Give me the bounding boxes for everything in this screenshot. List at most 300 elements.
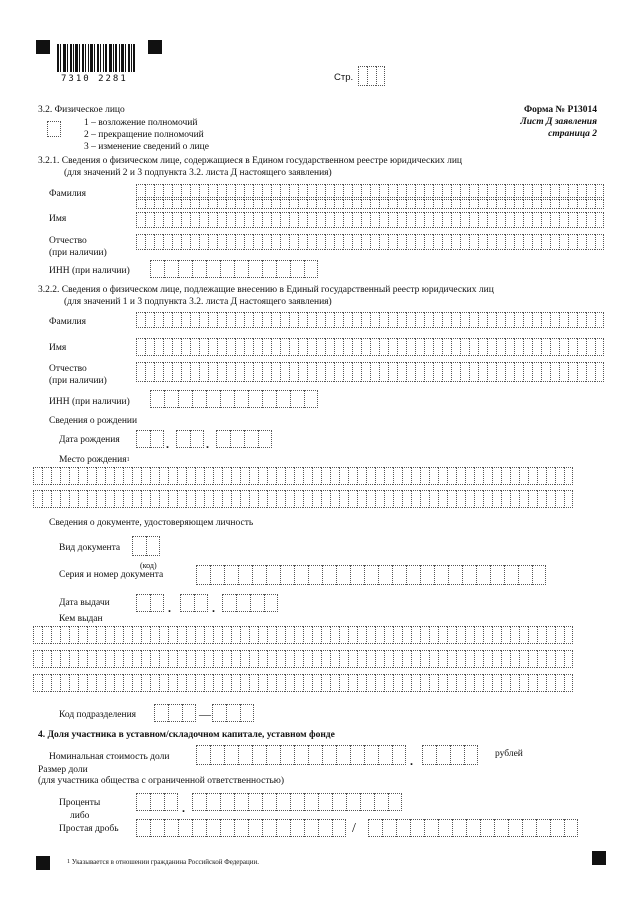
input-cell[interactable] [330,490,339,508]
input-cell[interactable] [460,362,469,382]
input-cell[interactable] [460,234,469,250]
input-cell[interactable] [60,467,69,485]
input-cell[interactable] [433,338,442,356]
input-cell[interactable] [78,467,87,485]
input-cell[interactable] [442,199,451,209]
input-cell[interactable] [190,234,199,250]
input-cell[interactable] [87,650,96,668]
input-cell[interactable] [244,234,253,250]
input-cell[interactable] [447,674,456,692]
input-cell[interactable] [514,312,523,328]
input-cell[interactable] [429,674,438,692]
input-cell[interactable] [163,212,172,228]
input-cell[interactable] [312,490,321,508]
input-cell[interactable] [429,650,438,668]
input-cell[interactable] [244,212,253,228]
input-cell[interactable] [204,650,213,668]
input-cell[interactable] [303,467,312,485]
input-cell[interactable] [358,66,367,86]
input-cell[interactable] [469,338,478,356]
input-cell[interactable] [375,674,384,692]
input-cell[interactable] [154,199,163,209]
input-cell[interactable] [177,490,186,508]
input-cell[interactable] [550,362,559,382]
input-cell[interactable] [168,490,177,508]
patronymic-field-1[interactable] [136,234,604,250]
input-cell[interactable] [550,312,559,328]
input-cell[interactable] [505,184,514,198]
input-cell[interactable] [508,819,522,837]
input-cell[interactable] [280,234,289,250]
input-cell[interactable] [226,362,235,382]
input-cell[interactable] [96,626,105,644]
input-cell[interactable] [249,490,258,508]
input-cell[interactable] [483,674,492,692]
input-cell[interactable] [366,467,375,485]
input-cell[interactable] [415,338,424,356]
birth-month-field[interactable] [176,430,204,448]
input-cell[interactable] [392,565,406,585]
input-cell[interactable] [397,184,406,198]
input-cell[interactable] [402,467,411,485]
input-cell[interactable] [208,312,217,328]
input-cell[interactable] [123,650,132,668]
input-cell[interactable] [244,338,253,356]
input-cell[interactable] [375,650,384,668]
surname-field-1[interactable] [136,184,604,198]
input-cell[interactable] [222,650,231,668]
input-cell[interactable] [276,490,285,508]
input-cell[interactable] [294,650,303,668]
input-cell[interactable] [141,626,150,644]
input-cell[interactable] [285,490,294,508]
input-cell[interactable] [546,467,555,485]
input-cell[interactable] [406,362,415,382]
input-cell[interactable] [163,312,172,328]
input-cell[interactable] [348,490,357,508]
input-cell[interactable] [235,212,244,228]
division-code-field-1[interactable] [154,704,196,722]
input-cell[interactable] [456,490,465,508]
input-cell[interactable] [78,626,87,644]
input-cell[interactable] [595,212,604,228]
input-cell[interactable] [406,312,415,328]
input-cell[interactable] [519,674,528,692]
input-cell[interactable] [289,312,298,328]
input-cell[interactable] [132,536,146,556]
input-cell[interactable] [181,199,190,209]
input-cell[interactable] [537,626,546,644]
input-cell[interactable] [469,212,478,228]
input-cell[interactable] [235,312,244,328]
input-cell[interactable] [294,745,308,765]
input-cell[interactable] [555,626,564,644]
input-cell[interactable] [456,674,465,692]
input-cell[interactable] [105,650,114,668]
input-cell[interactable] [424,338,433,356]
input-cell[interactable] [483,490,492,508]
input-cell[interactable] [69,490,78,508]
input-cell[interactable] [150,650,159,668]
input-cell[interactable] [476,565,490,585]
input-cell[interactable] [450,745,464,765]
input-cell[interactable] [96,650,105,668]
input-cell[interactable] [360,793,374,811]
input-cell[interactable] [196,565,210,585]
input-cell[interactable] [370,212,379,228]
input-cell[interactable] [447,626,456,644]
input-cell[interactable] [192,260,206,278]
input-cell[interactable] [258,674,267,692]
input-cell[interactable] [145,234,154,250]
input-cell[interactable] [195,650,204,668]
input-cell[interactable] [258,430,272,448]
input-cell[interactable] [150,390,164,408]
input-cell[interactable] [181,312,190,328]
input-cell[interactable] [510,626,519,644]
input-cell[interactable] [424,362,433,382]
input-cell[interactable] [105,467,114,485]
input-cell[interactable] [388,312,397,328]
input-cell[interactable] [132,674,141,692]
input-cell[interactable] [262,390,276,408]
input-cell[interactable] [224,565,238,585]
input-cell[interactable] [217,212,226,228]
input-cell[interactable] [163,338,172,356]
input-cell[interactable] [244,430,258,448]
input-cell[interactable] [577,234,586,250]
input-cell[interactable] [523,312,532,328]
input-cell[interactable] [220,819,234,837]
input-cell[interactable] [235,199,244,209]
input-cell[interactable] [216,430,230,448]
input-cell[interactable] [234,390,248,408]
input-cell[interactable] [361,338,370,356]
input-cell[interactable] [145,212,154,228]
input-cell[interactable] [415,212,424,228]
input-cell[interactable] [42,650,51,668]
input-cell[interactable] [235,338,244,356]
input-cell[interactable] [154,704,168,722]
input-cell[interactable] [298,234,307,250]
input-cell[interactable] [376,66,385,86]
input-cell[interactable] [163,234,172,250]
input-cell[interactable] [532,362,541,382]
input-cell[interactable] [262,819,276,837]
input-cell[interactable] [267,626,276,644]
input-cell[interactable] [504,565,518,585]
input-cell[interactable] [577,338,586,356]
input-cell[interactable] [195,467,204,485]
input-cell[interactable] [478,184,487,198]
input-cell[interactable] [568,234,577,250]
input-cell[interactable] [220,390,234,408]
input-cell[interactable] [559,362,568,382]
input-cell[interactable] [132,650,141,668]
input-cell[interactable] [384,490,393,508]
input-cell[interactable] [397,212,406,228]
input-cell[interactable] [442,234,451,250]
birth-place-field-2[interactable] [33,490,573,508]
input-cell[interactable] [226,234,235,250]
input-cell[interactable] [164,260,178,278]
input-cell[interactable] [249,626,258,644]
input-cell[interactable] [460,184,469,198]
input-cell[interactable] [308,565,322,585]
input-cell[interactable] [346,793,360,811]
input-cell[interactable] [492,467,501,485]
input-cell[interactable] [290,390,304,408]
input-cell[interactable] [586,212,595,228]
input-cell[interactable] [339,674,348,692]
input-cell[interactable] [190,430,204,448]
input-cell[interactable] [361,362,370,382]
input-cell[interactable] [78,650,87,668]
input-cell[interactable] [550,338,559,356]
input-cell[interactable] [87,490,96,508]
input-cell[interactable] [402,626,411,644]
input-cell[interactable] [411,467,420,485]
input-cell[interactable] [366,626,375,644]
input-cell[interactable] [564,490,573,508]
input-cell[interactable] [510,467,519,485]
input-cell[interactable] [298,312,307,328]
input-cell[interactable] [192,390,206,408]
input-cell[interactable] [230,430,244,448]
input-cell[interactable] [33,650,42,668]
input-cell[interactable] [290,819,304,837]
input-cell[interactable] [370,362,379,382]
input-cell[interactable] [105,674,114,692]
input-cell[interactable] [289,212,298,228]
input-cell[interactable] [226,199,235,209]
input-cell[interactable] [424,184,433,198]
input-cell[interactable] [559,234,568,250]
input-cell[interactable] [422,745,436,765]
input-cell[interactable] [357,467,366,485]
input-cell[interactable] [316,212,325,228]
input-cell[interactable] [226,704,240,722]
input-cell[interactable] [252,565,266,585]
input-cell[interactable] [253,199,262,209]
input-cell[interactable] [271,184,280,198]
input-cell[interactable] [447,650,456,668]
input-cell[interactable] [177,467,186,485]
input-cell[interactable] [361,184,370,198]
input-cell[interactable] [586,199,595,209]
input-cell[interactable] [322,745,336,765]
input-cell[interactable] [411,626,420,644]
input-cell[interactable] [244,312,253,328]
input-cell[interactable] [248,819,262,837]
input-cell[interactable] [150,793,164,811]
input-cell[interactable] [224,745,238,765]
input-cell[interactable] [352,199,361,209]
input-cell[interactable] [411,674,420,692]
input-cell[interactable] [343,234,352,250]
input-cell[interactable] [424,199,433,209]
input-cell[interactable] [290,260,304,278]
input-cell[interactable] [312,674,321,692]
input-cell[interactable] [505,212,514,228]
input-cell[interactable] [271,212,280,228]
input-cell[interactable] [280,338,289,356]
input-cell[interactable] [69,650,78,668]
input-cell[interactable] [258,650,267,668]
input-cell[interactable] [559,212,568,228]
input-cell[interactable] [528,674,537,692]
input-cell[interactable] [276,467,285,485]
input-cell[interactable] [501,490,510,508]
input-cell[interactable] [51,650,60,668]
input-cell[interactable] [150,594,164,612]
input-cell[interactable] [325,234,334,250]
input-cell[interactable] [262,338,271,356]
doc-type-field[interactable] [132,536,160,556]
input-cell[interactable] [208,338,217,356]
input-cell[interactable] [168,467,177,485]
input-cell[interactable] [190,362,199,382]
input-cell[interactable] [150,626,159,644]
input-cell[interactable] [384,626,393,644]
input-cell[interactable] [514,338,523,356]
input-cell[interactable] [523,338,532,356]
input-cell[interactable] [339,650,348,668]
input-cell[interactable] [361,234,370,250]
input-cell[interactable] [586,338,595,356]
input-cell[interactable] [433,184,442,198]
input-cell[interactable] [375,467,384,485]
input-cell[interactable] [231,467,240,485]
inn-field-1[interactable] [150,260,318,278]
input-cell[interactable] [321,490,330,508]
input-cell[interactable] [235,234,244,250]
input-cell[interactable] [33,467,42,485]
input-cell[interactable] [474,626,483,644]
input-cell[interactable] [105,626,114,644]
input-cell[interactable] [379,338,388,356]
input-cell[interactable] [312,650,321,668]
input-cell[interactable] [396,819,410,837]
input-cell[interactable] [447,490,456,508]
input-cell[interactable] [195,674,204,692]
input-cell[interactable] [415,199,424,209]
input-cell[interactable] [276,626,285,644]
input-cell[interactable] [393,626,402,644]
input-cell[interactable] [235,362,244,382]
input-cell[interactable] [528,650,537,668]
input-cell[interactable] [442,312,451,328]
input-cell[interactable] [438,819,452,837]
input-cell[interactable] [114,650,123,668]
input-cell[interactable] [204,674,213,692]
input-cell[interactable] [159,467,168,485]
input-cell[interactable] [438,650,447,668]
input-cell[interactable] [276,819,290,837]
input-cell[interactable] [307,362,316,382]
input-cell[interactable] [330,467,339,485]
input-cell[interactable] [303,650,312,668]
input-cell[interactable] [199,212,208,228]
input-cell[interactable] [487,338,496,356]
input-cell[interactable] [382,819,396,837]
input-cell[interactable] [343,312,352,328]
input-cell[interactable] [420,674,429,692]
input-cell[interactable] [519,467,528,485]
input-cell[interactable] [285,467,294,485]
input-cell[interactable] [420,490,429,508]
input-cell[interactable] [294,565,308,585]
input-cell[interactable] [501,467,510,485]
input-cell[interactable] [451,212,460,228]
input-cell[interactable] [388,362,397,382]
input-cell[interactable] [388,234,397,250]
input-cell[interactable] [266,565,280,585]
input-cell[interactable] [352,234,361,250]
input-cell[interactable] [492,674,501,692]
input-cell[interactable] [568,184,577,198]
input-cell[interactable] [393,674,402,692]
input-cell[interactable] [150,467,159,485]
input-cell[interactable] [510,650,519,668]
input-cell[interactable] [316,312,325,328]
input-cell[interactable] [339,467,348,485]
input-cell[interactable] [312,626,321,644]
input-cell[interactable] [304,390,318,408]
input-cell[interactable] [415,312,424,328]
input-cell[interactable] [294,674,303,692]
input-cell[interactable] [370,184,379,198]
input-cell[interactable] [231,650,240,668]
input-cell[interactable] [411,490,420,508]
input-cell[interactable] [208,234,217,250]
input-cell[interactable] [289,184,298,198]
input-cell[interactable] [280,184,289,198]
input-cell[interactable] [492,490,501,508]
input-cell[interactable] [532,199,541,209]
input-cell[interactable] [178,260,192,278]
input-cell[interactable] [136,338,145,356]
input-cell[interactable] [222,490,231,508]
birth-year-field[interactable] [216,430,272,448]
input-cell[interactable] [289,199,298,209]
input-cell[interactable] [332,793,346,811]
input-cell[interactable] [541,312,550,328]
doc-series-field[interactable] [196,565,546,585]
input-cell[interactable] [154,212,163,228]
input-cell[interactable] [368,819,382,837]
input-cell[interactable] [271,199,280,209]
input-cell[interactable] [487,362,496,382]
input-cell[interactable] [537,490,546,508]
input-cell[interactable] [150,674,159,692]
input-cell[interactable] [123,626,132,644]
input-cell[interactable] [240,626,249,644]
input-cell[interactable] [522,819,536,837]
input-cell[interactable] [186,650,195,668]
input-cell[interactable] [186,626,195,644]
input-cell[interactable] [505,362,514,382]
input-cell[interactable] [248,390,262,408]
input-cell[interactable] [190,184,199,198]
input-cell[interactable] [199,199,208,209]
input-cell[interactable] [536,819,550,837]
input-cell[interactable] [199,312,208,328]
input-cell[interactable] [114,490,123,508]
input-cell[interactable] [474,650,483,668]
input-cell[interactable] [415,234,424,250]
input-cell[interactable] [464,745,478,765]
